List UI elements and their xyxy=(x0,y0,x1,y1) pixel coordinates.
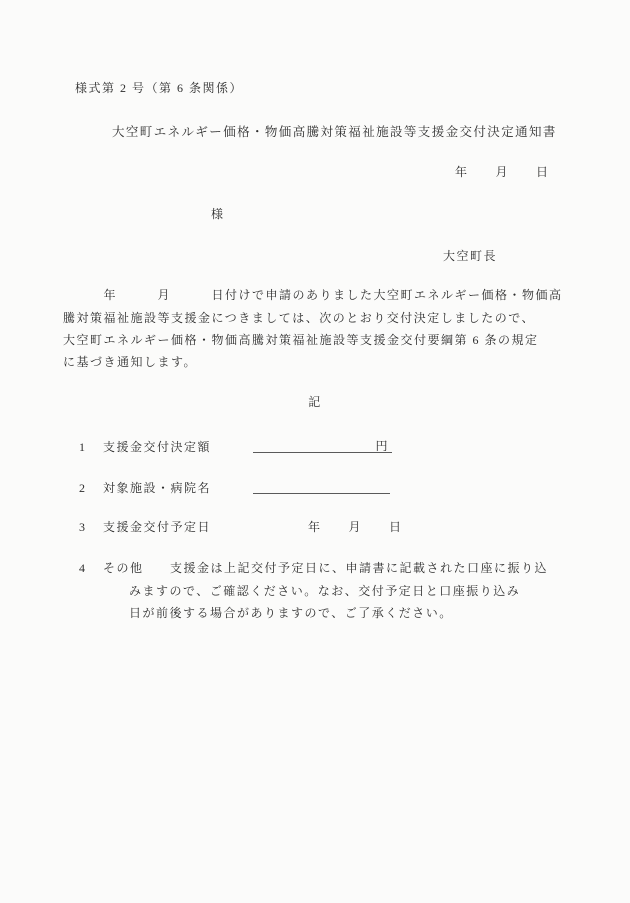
issue-date-line: 年 月 日 xyxy=(455,165,550,179)
addressee-honorific: 様 xyxy=(211,207,225,221)
body-line-2: 騰対策福祉施設等支援金につきましては、次のとおり交付決定しましたので、 xyxy=(63,311,536,325)
item-4-label: その他 xyxy=(103,561,144,575)
item-1-number: 1 xyxy=(79,440,87,454)
scheduled-date-blanks: 年 月 日 xyxy=(308,520,403,534)
sender-name: 大空町長 xyxy=(443,249,498,263)
item-3-label: 支援金交付予定日 xyxy=(103,520,212,534)
body-line-3: 大空町エネルギー価格・物価高騰対策福祉施設等支援金交付要綱第 6 条の規定 xyxy=(63,333,539,347)
other-notes-line-2: みますので、ご確認ください。なお、交付予定日と口座振り込み xyxy=(129,584,521,598)
amount-unit-yen: 円 xyxy=(375,439,389,453)
form-number: 様式第 2 号（第 6 条関係） xyxy=(75,81,244,95)
item-1-label: 支援金交付決定額 xyxy=(103,440,212,454)
item-2-label: 対象施設・病院名 xyxy=(103,481,212,495)
other-notes-line-1: 支援金は上記交付予定日に、申請書に記載された口座に振り込 xyxy=(170,561,549,575)
item-2-number: 2 xyxy=(79,481,87,495)
other-notes-line-3: 日が前後する場合がありますので、ご了承ください。 xyxy=(129,606,453,620)
facility-name-fill-line xyxy=(253,480,390,494)
body-line-4: に基づき通知します。 xyxy=(63,355,198,369)
amount-fill-line xyxy=(253,439,392,453)
body-line-1: 年 月 日付けで申請のありました大空町エネルギー価格・物価高 xyxy=(63,288,563,302)
item-3-number: 3 xyxy=(79,520,87,534)
record-marker: 記 xyxy=(308,395,322,409)
item-4-number: 4 xyxy=(79,561,87,575)
document-title: 大空町エネルギー価格・物価高騰対策福祉施設等支援金交付決定通知書 xyxy=(112,125,557,139)
